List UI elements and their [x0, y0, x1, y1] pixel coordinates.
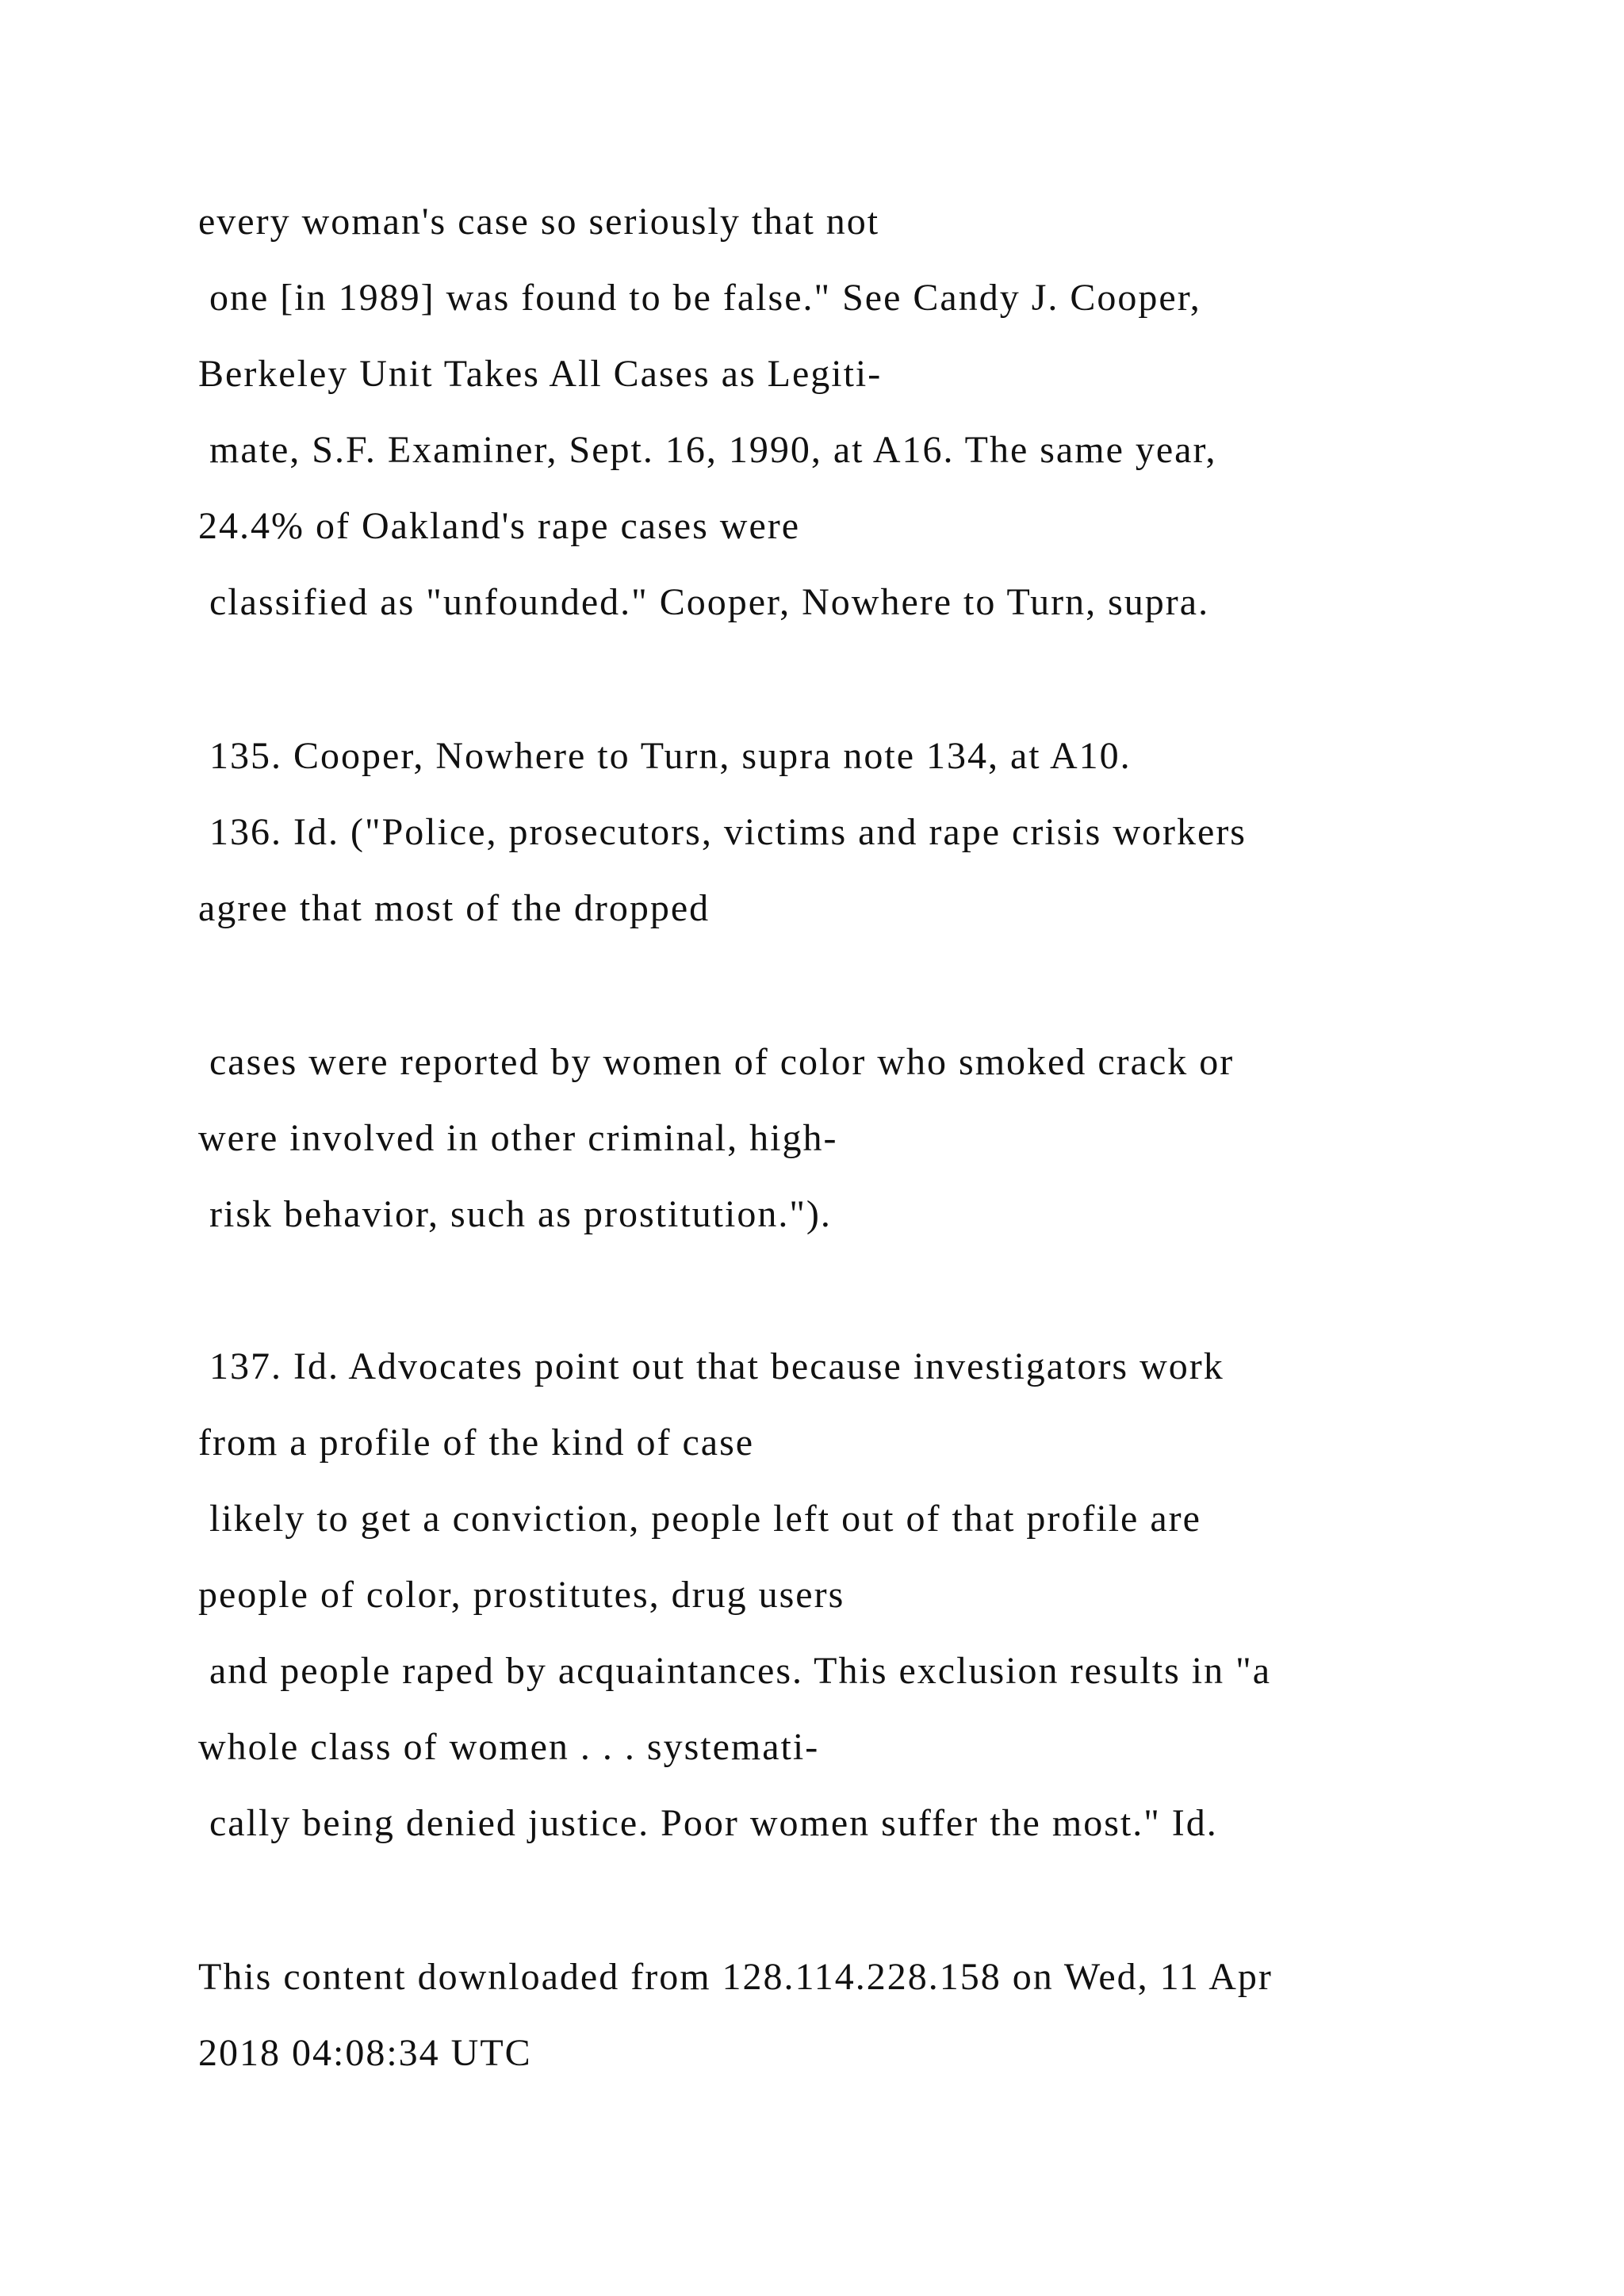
- download-timestamp: 2018 04:08:34 UTC: [198, 2032, 532, 2074]
- text-line: whole class of women . . . systemati-: [198, 1726, 820, 1768]
- text-line: cally being denied justice. Poor women suffer the most." Id.: [198, 1802, 1218, 1844]
- text-line: agree that most of the dropped: [198, 887, 710, 929]
- download-notice: This content downloaded from 128.114.228.158 on Wed, 11 Apr: [198, 1956, 1273, 1998]
- text-line: from a profile of the kind of case: [198, 1422, 755, 1464]
- footnote-136: 136. Id. ("Police, prosecutors, victims and rape crisis workers: [198, 811, 1247, 853]
- text-line: likely to get a conviction, people left out of that profile are: [198, 1498, 1201, 1540]
- text-line: risk behavior, such as prostitution.").: [198, 1193, 832, 1235]
- text-line: classified as "unfounded." Cooper, Nowhere to Turn, supra.: [198, 581, 1210, 623]
- text-line: Berkeley Unit Takes All Cases as Legiti-: [198, 353, 883, 395]
- text-line: and people raped by acquaintances. This exclusion results in "a: [198, 1650, 1272, 1692]
- text-line: cases were reported by women of color who smoked crack or: [198, 1041, 1235, 1083]
- footnote-137: 137. Id. Advocates point out that because investigators work: [198, 1345, 1224, 1387]
- footnote-135: 135. Cooper, Nowhere to Turn, supra note 134, at A10.: [198, 735, 1132, 777]
- text-line: mate, S.F. Examiner, Sept. 16, 1990, at A16. The same year,: [198, 429, 1217, 471]
- text-line: every woman's case so seriously that not: [198, 201, 880, 243]
- text-line: people of color, prostitutes, drug users: [198, 1574, 845, 1616]
- text-line: one [in 1989] was found to be false." See Candy J. Cooper,: [198, 277, 1201, 319]
- text-line: were involved in other criminal, high-: [198, 1117, 838, 1159]
- text-line: 24.4% of Oakland's rape cases were: [198, 505, 801, 547]
